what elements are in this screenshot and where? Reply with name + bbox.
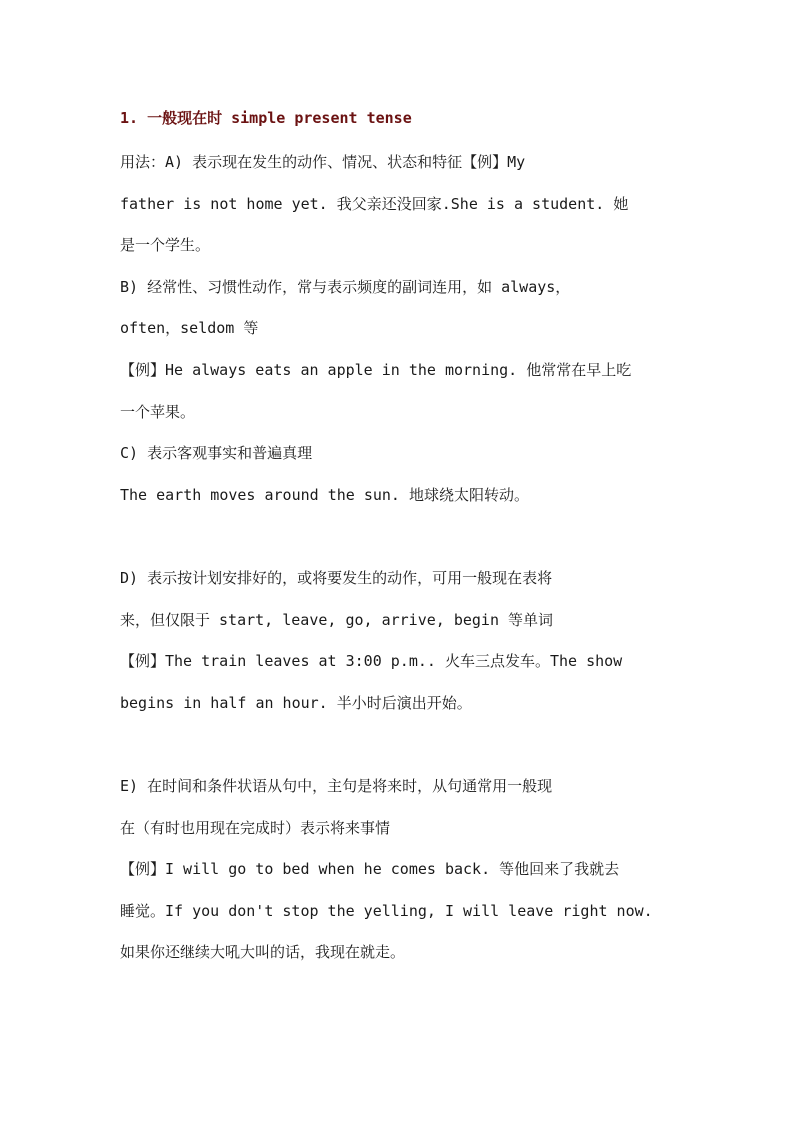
text-line: 来，但仅限于 start, leave, go, arrive, begin 等单词 [120, 610, 554, 629]
text-line: often，seldom 等 [120, 319, 259, 338]
text-line: father is not home yet. 我父亲还没回家.She is a student. 她 [120, 194, 629, 213]
blank-line [120, 724, 680, 766]
text-line: C) 表示客观事实和普遍真理 [120, 444, 313, 463]
text-line: 用法：A) 表示现在发生的动作、情况、状态和特征【例】My [120, 153, 526, 171]
document-body [120, 101, 680, 974]
text-line: 是一个学生。 [120, 236, 211, 255]
text-line: B) 经常性、习惯性动作，常与表示频度的副词连用，如 always， [120, 277, 571, 296]
text-line: 睡觉。If you don't stop the yelling, I will leave right now. [120, 901, 653, 920]
text-line: 一个苹果。 [120, 402, 196, 421]
section-heading: 1. 一般现在时 simple present tense [120, 109, 412, 127]
text-line: 在（有时也用现在完成时）表示将来事情 [120, 818, 391, 837]
text-line: E) 在时间和条件状语从句中，主句是将来时，从句通常用一般现 [120, 776, 553, 795]
text-line: 【例】The train leaves at 3:00 p.m.. 火车三点发车。The show [120, 652, 623, 671]
text-line: 【例】He always eats an apple in the morning. 他常常在早上吃 [120, 360, 632, 379]
text-line: D) 表示按计划安排好的，或将要发生的动作，可用一般现在表将 [120, 568, 553, 587]
text-line: The earth moves around the sun. 地球绕太阳转动。 [120, 485, 529, 504]
text-line: 如果你还继续大吼大叫的话，我现在就走。 [120, 943, 406, 962]
blank-line [120, 516, 680, 558]
text-line: 【例】I will go to bed when he comes back. 等他回来了我就去 [120, 860, 620, 879]
text-line: begins in half an hour. 半小时后演出开始。 [120, 693, 472, 712]
